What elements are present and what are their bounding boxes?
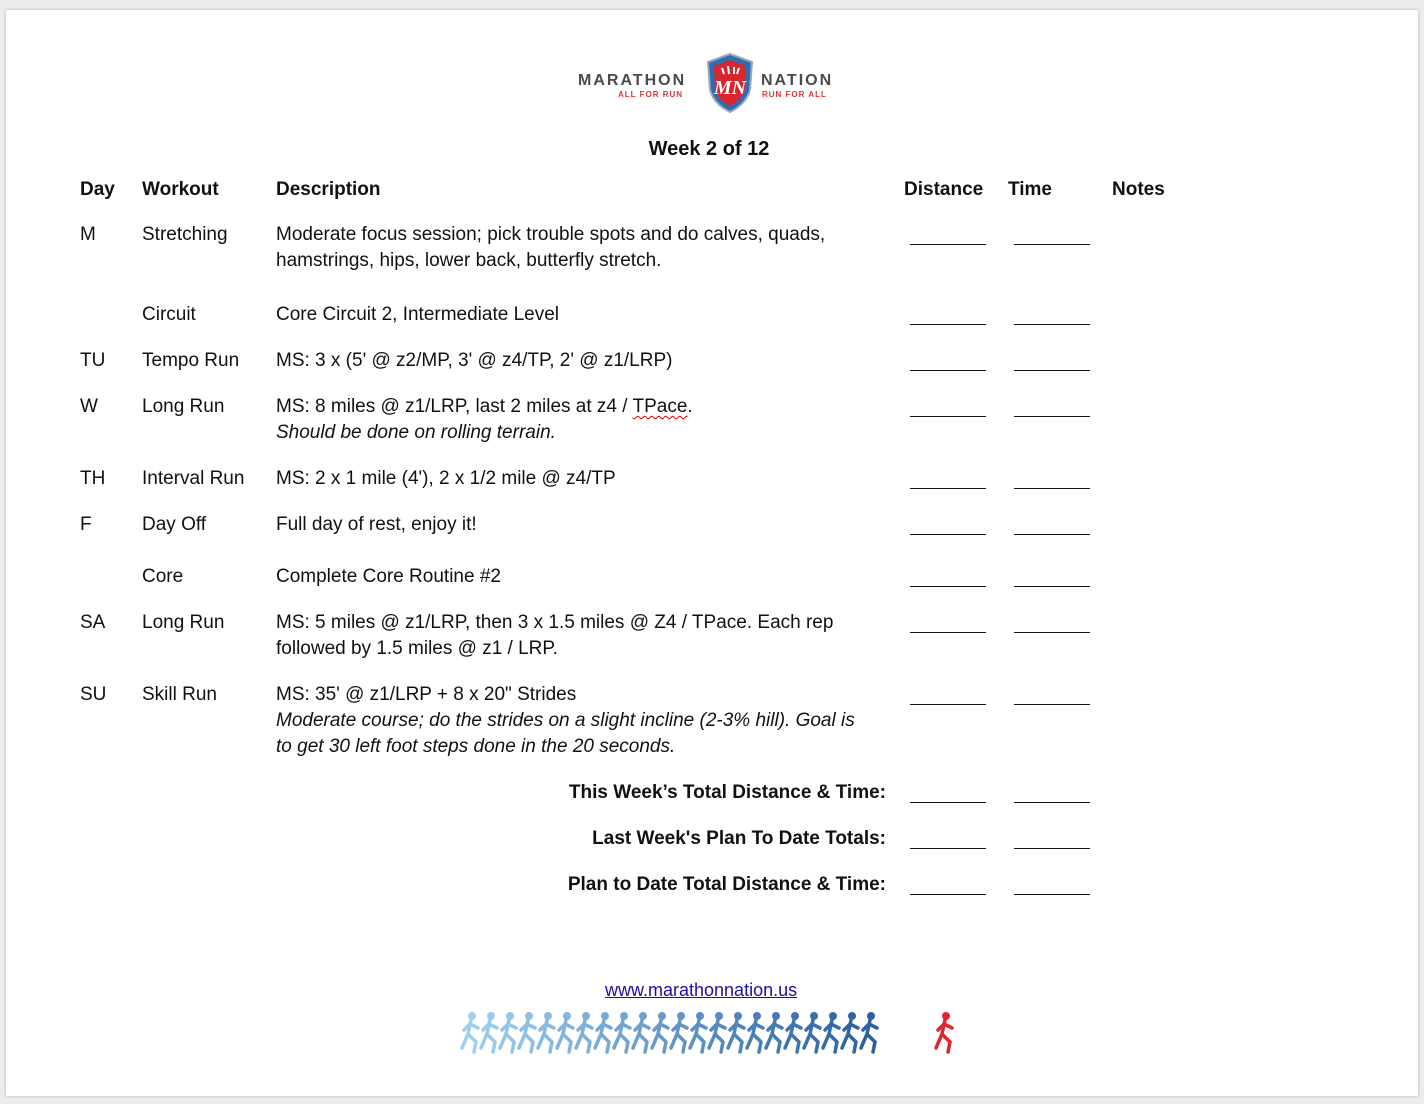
- runner-icon: [595, 1013, 611, 1053]
- time-blank[interactable]: [1014, 324, 1090, 325]
- runner-icon: [500, 1013, 516, 1053]
- runner-icon: [842, 1013, 858, 1053]
- row-description-line: followed by 1.5 miles @ z1 / LRP.: [276, 638, 558, 659]
- row-description-line: MS: 35' @ z1/LRP + 8 x 20" Strides: [276, 684, 577, 705]
- runner-icon: [671, 1013, 687, 1053]
- shield-letters: MN: [713, 77, 747, 99]
- runner-icon: [804, 1013, 820, 1053]
- time-blank[interactable]: [1014, 704, 1090, 705]
- distance-blank[interactable]: [910, 534, 986, 535]
- row-description-line: MS: 5 miles @ z1/LRP, then 3 x 1.5 miles @ Z4 / TPace. Each rep: [276, 612, 834, 633]
- distance-blank[interactable]: [910, 632, 986, 633]
- row-description-line: [276, 394, 693, 420]
- row-workout: Tempo Run: [142, 350, 240, 371]
- total-time-blank[interactable]: [1014, 894, 1090, 895]
- row-day: TH: [80, 468, 106, 489]
- runner-icon: [633, 1013, 649, 1053]
- row-workout: Stretching: [142, 224, 228, 245]
- runner-icon: [709, 1013, 725, 1053]
- runner-icon: [576, 1013, 592, 1053]
- website-link[interactable]: www.marathonnation.us: [605, 980, 798, 1000]
- time-blank[interactable]: [1014, 534, 1090, 535]
- distance-blank[interactable]: [910, 324, 986, 325]
- row-day: M: [80, 224, 96, 245]
- time-blank[interactable]: [1014, 370, 1090, 371]
- row-workout: Interval Run: [142, 468, 245, 489]
- runner-icon: [747, 1013, 763, 1053]
- row-day: SU: [80, 684, 107, 705]
- runner-icon: [936, 1013, 952, 1053]
- shield-logo-icon: [704, 52, 756, 114]
- document-page: [6, 10, 1418, 1096]
- header-notes: Notes: [1112, 179, 1165, 200]
- header-description: Description: [276, 179, 381, 200]
- row-workout: Day Off: [142, 514, 207, 535]
- row-workout: Circuit: [142, 304, 196, 325]
- row-workout: Long Run: [142, 612, 225, 633]
- row-day: SA: [80, 612, 106, 633]
- row-day: W: [80, 396, 98, 417]
- row-description-note: to get 30 left foot steps done in the 20 seconds.: [276, 736, 676, 757]
- runner-icon: [728, 1013, 744, 1053]
- row-day: F: [80, 514, 92, 535]
- row-workout: Long Run: [142, 396, 225, 417]
- total-label-last-week: Last Week's Plan To Date Totals:: [592, 828, 886, 849]
- desc-text: .: [687, 396, 693, 417]
- runner-icon: [557, 1013, 573, 1053]
- distance-blank[interactable]: [910, 586, 986, 587]
- time-blank[interactable]: [1014, 244, 1090, 245]
- runner-icon: [481, 1013, 497, 1053]
- logo-right-tagline: RUN FOR ALL: [762, 90, 827, 99]
- total-distance-blank[interactable]: [910, 894, 986, 895]
- runner-icon: [614, 1013, 630, 1053]
- row-description-line: MS: 2 x 1 mile (4'), 2 x 1/2 mile @ z4/TP: [276, 468, 616, 489]
- time-blank[interactable]: [1014, 632, 1090, 633]
- row-description-line: Full day of rest, enjoy it!: [276, 514, 477, 535]
- time-blank[interactable]: [1014, 488, 1090, 489]
- header-time: Time: [1008, 179, 1053, 200]
- row-description-note: Should be done on rolling terrain.: [276, 422, 556, 443]
- runner-icon: [861, 1013, 877, 1053]
- row-description-line: Complete Core Routine #2: [276, 566, 501, 587]
- logo: [576, 52, 856, 116]
- distance-blank[interactable]: [910, 704, 986, 705]
- row-day: TU: [80, 350, 106, 371]
- time-blank[interactable]: [1014, 416, 1090, 417]
- header-workout: Workout: [142, 179, 219, 200]
- total-time-blank[interactable]: [1014, 848, 1090, 849]
- total-time-blank[interactable]: [1014, 802, 1090, 803]
- runner-icon: [785, 1013, 801, 1053]
- row-description-line: hamstrings, hips, lower back, butterfly stretch.: [276, 250, 662, 271]
- runner-icon: [538, 1013, 554, 1053]
- row-workout: Core: [142, 566, 184, 587]
- distance-blank[interactable]: [910, 370, 986, 371]
- row-workout: Skill Run: [142, 684, 217, 705]
- runner-icon: [519, 1013, 535, 1053]
- logo-left-tagline: ALL FOR RUN: [618, 90, 684, 99]
- row-description-line: MS: 3 x (5' @ z2/MP, 3' @ z4/TP, 2' @ z1/LRP): [276, 350, 673, 371]
- spellcheck-word: TPace: [632, 396, 688, 417]
- header-day: Day: [80, 179, 115, 200]
- total-distance-blank[interactable]: [910, 802, 986, 803]
- logo-left-word: MARATHON: [578, 72, 687, 89]
- runner-icon: [690, 1013, 706, 1053]
- runner-icon: [652, 1013, 668, 1053]
- distance-blank[interactable]: [910, 488, 986, 489]
- runner-icon: [766, 1013, 782, 1053]
- total-label-plan-to-date: Plan to Date Total Distance & Time:: [567, 874, 886, 895]
- row-description-line: Moderate focus session; pick trouble spots and do calves, quads,: [276, 224, 826, 245]
- total-label-this-week: This Week’s Total Distance & Time:: [568, 782, 886, 803]
- page-title: Week 2 of 12: [648, 138, 770, 160]
- header-distance: Distance: [904, 179, 984, 200]
- row-description-note: Moderate course; do the strides on a slight incline (2-3% hill). Goal is: [276, 710, 855, 731]
- runner-icon: [823, 1013, 839, 1053]
- row-description-line: Core Circuit 2, Intermediate Level: [276, 304, 560, 325]
- desc-text: MS: 8 miles @ z1/LRP, last 2 miles at z4 /: [276, 396, 633, 417]
- logo-right-word: NATION: [761, 72, 834, 89]
- total-distance-blank[interactable]: [910, 848, 986, 849]
- distance-blank[interactable]: [910, 244, 986, 245]
- time-blank[interactable]: [1014, 586, 1090, 587]
- runner-icon: [462, 1013, 478, 1053]
- distance-blank[interactable]: [910, 416, 986, 417]
- runner-icons: [454, 1008, 974, 1056]
